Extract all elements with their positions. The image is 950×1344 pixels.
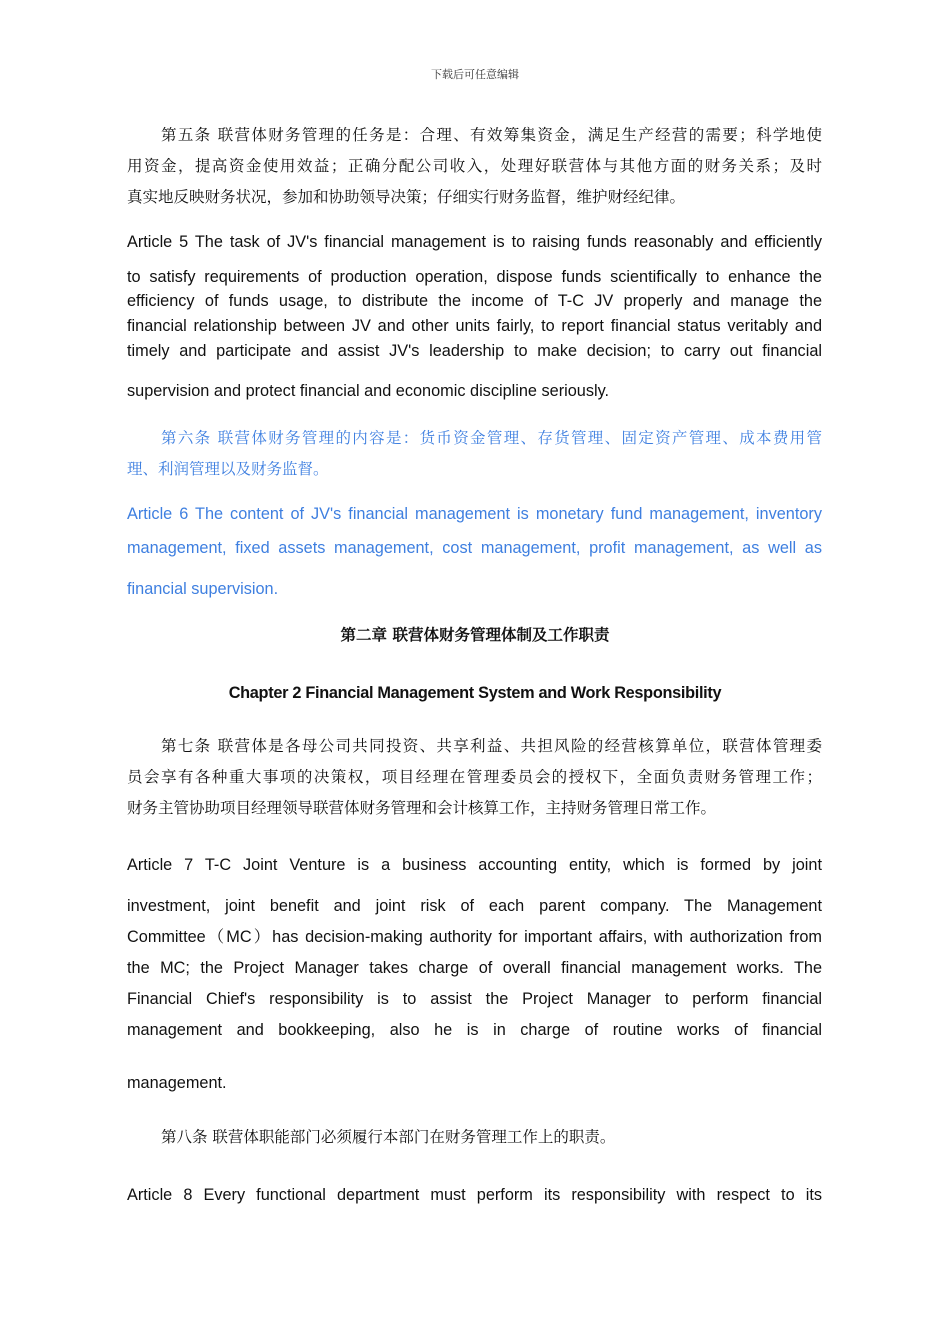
text-line: efficiency of funds usage, to distribute the income of T-C JV properly and manage the <box>127 292 822 310</box>
text-line: 员会享有各种重大事项的决策权，项目经理在管理委员会的授权下，全面负责财务管理工作； <box>127 768 822 786</box>
text-line: 第七条 联营体是各母公司共同投资、共享利益、共担风险的经营核算单位，联营体管理委 <box>161 737 822 755</box>
text-line: the MC; the Project Manager takes charge of overall financial management works. The <box>127 959 822 977</box>
page-header: 下载后可任意编辑 <box>431 68 519 81</box>
text-line: Article 8 Every functional department must perform its responsibility with respect to its <box>127 1186 822 1204</box>
text-line: 第五条 联营体财务管理的任务是：合理、有效筹集资金，满足生产经营的需要；科学地使 <box>161 126 822 144</box>
text-line: 第八条 联营体职能部门必须履行本部门在财务管理工作上的职责。 <box>161 1128 616 1146</box>
chapter-title-cn: 第二章 联营体财务管理体制及工作职责 <box>340 625 610 644</box>
text-line: Article 7 T-C Joint Venture is a business accounting entity, which is formed by joint <box>127 856 822 874</box>
text-line: supervision and protect financial and economic discipline seriously. <box>127 382 610 400</box>
text-line: 财务主管协助项目经理领导联营体财务管理和会计核算工作，主持财务管理日常工作。 <box>127 799 717 817</box>
text-line: 用资金，提高资金使用效益；正确分配公司收入，处理好联营体与其他方面的财务关系；及时 <box>127 157 822 175</box>
text-line: Article 5 The task of JV's financial management is to raising funds reasonably and efficiently <box>127 233 822 251</box>
text-line: financial relationship between JV and other units fairly, to report financial status veritably and <box>127 317 822 335</box>
text-line: 理、利润管理以及财务监督。 <box>127 460 329 478</box>
text-line: management. <box>127 1074 227 1092</box>
chapter-title-en: Chapter 2 Financial Management System and Work Responsibility <box>228 684 722 702</box>
text-line: management and bookkeeping, also he is in charge of routine works of financial <box>127 1021 822 1039</box>
text-line: Article 6 The content of JV's financial management is monetary fund management, inventory <box>127 505 822 523</box>
text-line: Financial Chief's responsibility is to assist the Project Manager to perform financial <box>127 990 822 1008</box>
text-line: to satisfy requirements of production operation, dispose funds scientifically to enhance the <box>127 268 822 286</box>
text-line: management, fixed assets management, cost management, profit management, as well as <box>127 539 822 557</box>
text-line: Committee（MC）has decision-making authority for important affairs, with authorization from <box>127 928 822 946</box>
text-line: timely and participate and assist JV's leadership to make decision; to carry out financial <box>127 342 822 360</box>
text-line: 第六条 联营体财务管理的内容是：货币资金管理、存货管理、固定资产管理、成本费用管 <box>161 429 822 447</box>
text-line: financial supervision. <box>127 580 279 598</box>
text-line: investment, joint benefit and joint risk of each parent company. The Management <box>127 897 822 915</box>
text-line: 真实地反映财务状况，参加和协助领导决策；仔细实行财务监督，维护财经纪律。 <box>127 188 686 206</box>
